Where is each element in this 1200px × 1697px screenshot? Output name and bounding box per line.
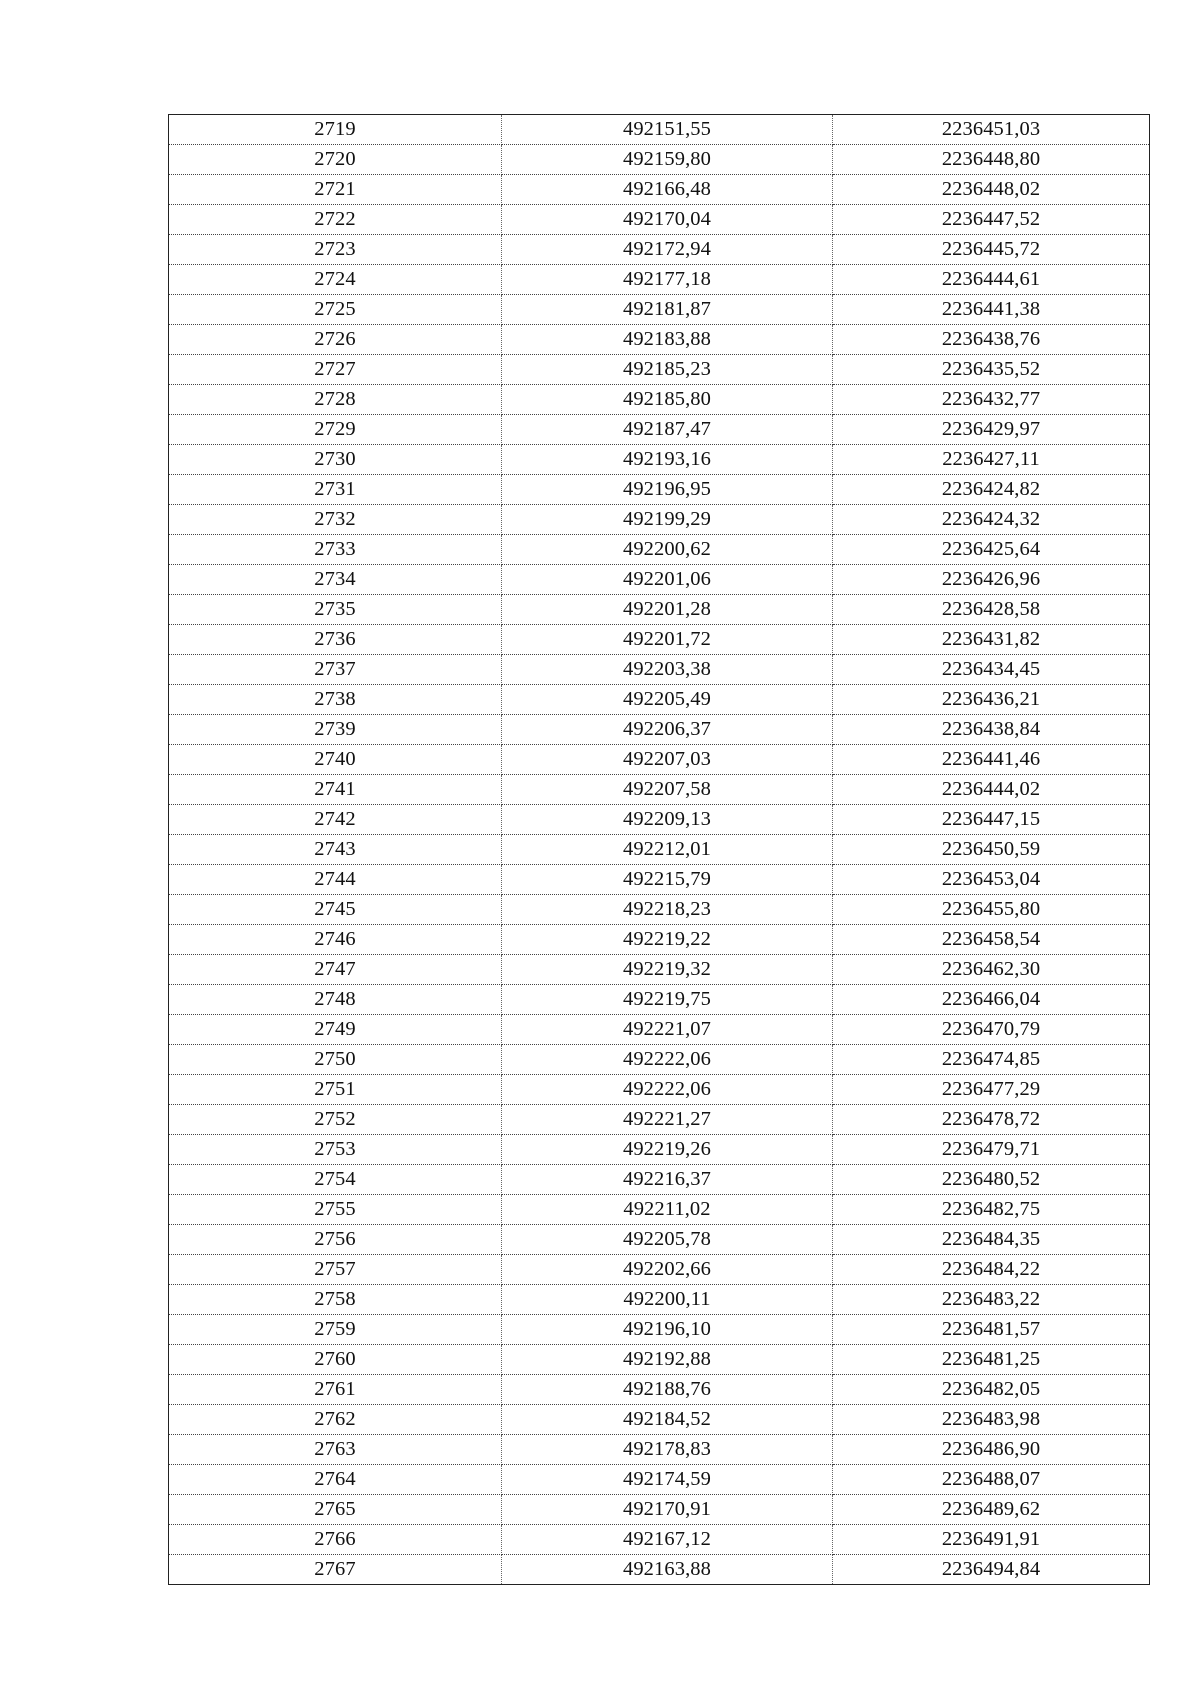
y-coordinate-cell: 2236470,79: [833, 1015, 1150, 1045]
table-row: [169, 865, 1150, 895]
point-number-cell: 2763: [169, 1435, 502, 1465]
y-coordinate-cell: 2236438,84: [833, 715, 1150, 745]
y-coordinate-cell: 2236478,72: [833, 1105, 1150, 1135]
table-row: [169, 895, 1150, 925]
point-number-cell: 2750: [169, 1045, 502, 1075]
y-coordinate-cell: 2236453,04: [833, 865, 1150, 895]
table-row: [169, 835, 1150, 865]
point-number-cell: 2722: [169, 205, 502, 235]
point-number-cell: 2759: [169, 1315, 502, 1345]
y-coordinate-cell: 2236479,71: [833, 1135, 1150, 1165]
y-coordinate-cell: 2236429,97: [833, 415, 1150, 445]
table-row: [169, 1045, 1150, 1075]
table-row: [169, 1555, 1150, 1585]
table-row: [169, 1255, 1150, 1285]
y-coordinate-cell: 2236484,22: [833, 1255, 1150, 1285]
table-row: [169, 1345, 1150, 1375]
table-row: [169, 505, 1150, 535]
table-row: [169, 445, 1150, 475]
table-row: [169, 1225, 1150, 1255]
point-number-cell: 2721: [169, 175, 502, 205]
x-coordinate-cell: 492185,23: [502, 355, 833, 385]
x-coordinate-cell: 492172,94: [502, 235, 833, 265]
y-coordinate-cell: 2236482,75: [833, 1195, 1150, 1225]
point-number-cell: 2732: [169, 505, 502, 535]
point-number-cell: 2737: [169, 655, 502, 685]
y-coordinate-cell: 2236455,80: [833, 895, 1150, 925]
point-number-cell: 2762: [169, 1405, 502, 1435]
y-coordinate-cell: 2236424,32: [833, 505, 1150, 535]
y-coordinate-cell: 2236481,57: [833, 1315, 1150, 1345]
table-row: [169, 1405, 1150, 1435]
y-coordinate-cell: 2236483,22: [833, 1285, 1150, 1315]
point-number-cell: 2725: [169, 295, 502, 325]
point-number-cell: 2749: [169, 1015, 502, 1045]
y-coordinate-cell: 2236482,05: [833, 1375, 1150, 1405]
x-coordinate-cell: 492200,62: [502, 535, 833, 565]
point-number-cell: 2736: [169, 625, 502, 655]
point-number-cell: 2738: [169, 685, 502, 715]
x-coordinate-cell: 492181,87: [502, 295, 833, 325]
table-row: [169, 985, 1150, 1015]
table-row: [169, 1465, 1150, 1495]
y-coordinate-cell: 2236426,96: [833, 565, 1150, 595]
y-coordinate-cell: 2236427,11: [833, 445, 1150, 475]
point-number-cell: 2731: [169, 475, 502, 505]
table-row: [169, 385, 1150, 415]
table-row: [169, 955, 1150, 985]
table-row: [169, 1315, 1150, 1345]
x-coordinate-cell: 492163,88: [502, 1555, 833, 1585]
table-row: [169, 715, 1150, 745]
table-row: [169, 625, 1150, 655]
point-number-cell: 2741: [169, 775, 502, 805]
table-row: [169, 295, 1150, 325]
y-coordinate-cell: 2236441,46: [833, 745, 1150, 775]
point-number-cell: 2753: [169, 1135, 502, 1165]
point-number-cell: 2766: [169, 1525, 502, 1555]
point-number-cell: 2726: [169, 325, 502, 355]
x-coordinate-cell: 492174,59: [502, 1465, 833, 1495]
y-coordinate-cell: 2236434,45: [833, 655, 1150, 685]
point-number-cell: 2735: [169, 595, 502, 625]
table-row: [169, 565, 1150, 595]
table-row: [169, 1015, 1150, 1045]
x-coordinate-cell: 492219,32: [502, 955, 833, 985]
y-coordinate-cell: 2236483,98: [833, 1405, 1150, 1435]
y-coordinate-cell: 2236438,76: [833, 325, 1150, 355]
table-row: [169, 745, 1150, 775]
point-number-cell: 2747: [169, 955, 502, 985]
x-coordinate-cell: 492205,78: [502, 1225, 833, 1255]
table-row: [169, 235, 1150, 265]
table-row: [169, 415, 1150, 445]
x-coordinate-cell: 492207,03: [502, 745, 833, 775]
table-row: [169, 475, 1150, 505]
x-coordinate-cell: 492196,10: [502, 1315, 833, 1345]
table-row: [169, 1135, 1150, 1165]
point-number-cell: 2734: [169, 565, 502, 595]
table-row: [169, 1195, 1150, 1225]
table-row: [169, 1525, 1150, 1555]
y-coordinate-cell: 2236462,30: [833, 955, 1150, 985]
x-coordinate-cell: 492200,11: [502, 1285, 833, 1315]
table-row: [169, 1375, 1150, 1405]
y-coordinate-cell: 2236447,52: [833, 205, 1150, 235]
x-coordinate-cell: 492199,29: [502, 505, 833, 535]
y-coordinate-cell: 2236425,64: [833, 535, 1150, 565]
x-coordinate-cell: 492215,79: [502, 865, 833, 895]
x-coordinate-cell: 492221,27: [502, 1105, 833, 1135]
x-coordinate-cell: 492219,22: [502, 925, 833, 955]
x-coordinate-cell: 492192,88: [502, 1345, 833, 1375]
point-number-cell: 2751: [169, 1075, 502, 1105]
table-row: [169, 1075, 1150, 1105]
point-number-cell: 2752: [169, 1105, 502, 1135]
point-number-cell: 2724: [169, 265, 502, 295]
point-number-cell: 2728: [169, 385, 502, 415]
y-coordinate-cell: 2236432,77: [833, 385, 1150, 415]
x-coordinate-cell: 492187,47: [502, 415, 833, 445]
x-coordinate-cell: 492177,18: [502, 265, 833, 295]
x-coordinate-cell: 492184,52: [502, 1405, 833, 1435]
x-coordinate-cell: 492205,49: [502, 685, 833, 715]
x-coordinate-cell: 492202,66: [502, 1255, 833, 1285]
x-coordinate-cell: 492212,01: [502, 835, 833, 865]
x-coordinate-cell: 492196,95: [502, 475, 833, 505]
point-number-cell: 2767: [169, 1555, 502, 1585]
point-number-cell: 2742: [169, 805, 502, 835]
x-coordinate-cell: 492166,48: [502, 175, 833, 205]
x-coordinate-cell: 492170,04: [502, 205, 833, 235]
x-coordinate-cell: 492178,83: [502, 1435, 833, 1465]
point-number-cell: 2745: [169, 895, 502, 925]
point-number-cell: 2757: [169, 1255, 502, 1285]
point-number-cell: 2761: [169, 1375, 502, 1405]
table-row: [169, 175, 1150, 205]
point-number-cell: 2729: [169, 415, 502, 445]
point-number-cell: 2723: [169, 235, 502, 265]
point-number-cell: 2754: [169, 1165, 502, 1195]
x-coordinate-cell: 492201,28: [502, 595, 833, 625]
y-coordinate-cell: 2236491,91: [833, 1525, 1150, 1555]
x-coordinate-cell: 492207,58: [502, 775, 833, 805]
coordinate-table-body: [169, 115, 1150, 1585]
point-number-cell: 2719: [169, 115, 502, 145]
table-row: [169, 1105, 1150, 1135]
table-row: [169, 805, 1150, 835]
y-coordinate-cell: 2236444,61: [833, 265, 1150, 295]
x-coordinate-cell: 492201,72: [502, 625, 833, 655]
y-coordinate-cell: 2236428,58: [833, 595, 1150, 625]
point-number-cell: 2720: [169, 145, 502, 175]
table-row: [169, 925, 1150, 955]
x-coordinate-cell: 492222,06: [502, 1045, 833, 1075]
y-coordinate-cell: 2236448,80: [833, 145, 1150, 175]
y-coordinate-cell: 2236447,15: [833, 805, 1150, 835]
x-coordinate-cell: 492219,26: [502, 1135, 833, 1165]
table-row: [169, 145, 1150, 175]
table-row: [169, 355, 1150, 385]
y-coordinate-cell: 2236474,85: [833, 1045, 1150, 1075]
y-coordinate-cell: 2236424,82: [833, 475, 1150, 505]
x-coordinate-cell: 492219,75: [502, 985, 833, 1015]
coordinate-table: [168, 114, 1150, 1585]
point-number-cell: 2727: [169, 355, 502, 385]
table-row: [169, 655, 1150, 685]
point-number-cell: 2730: [169, 445, 502, 475]
point-number-cell: 2733: [169, 535, 502, 565]
x-coordinate-cell: 492222,06: [502, 1075, 833, 1105]
point-number-cell: 2748: [169, 985, 502, 1015]
x-coordinate-cell: 492170,91: [502, 1495, 833, 1525]
y-coordinate-cell: 2236458,54: [833, 925, 1150, 955]
point-number-cell: 2755: [169, 1195, 502, 1225]
y-coordinate-cell: 2236435,52: [833, 355, 1150, 385]
x-coordinate-cell: 492221,07: [502, 1015, 833, 1045]
y-coordinate-cell: 2236477,29: [833, 1075, 1150, 1105]
x-coordinate-cell: 492159,80: [502, 145, 833, 175]
y-coordinate-cell: 2236445,72: [833, 235, 1150, 265]
y-coordinate-cell: 2236480,52: [833, 1165, 1150, 1195]
point-number-cell: 2740: [169, 745, 502, 775]
y-coordinate-cell: 2236488,07: [833, 1465, 1150, 1495]
x-coordinate-cell: 492167,12: [502, 1525, 833, 1555]
x-coordinate-cell: 492206,37: [502, 715, 833, 745]
y-coordinate-cell: 2236431,82: [833, 625, 1150, 655]
table-row: [169, 325, 1150, 355]
y-coordinate-cell: 2236441,38: [833, 295, 1150, 325]
y-coordinate-cell: 2236466,04: [833, 985, 1150, 1015]
y-coordinate-cell: 2236436,21: [833, 685, 1150, 715]
table-row: [169, 265, 1150, 295]
table-row: [169, 595, 1150, 625]
table-row: [169, 535, 1150, 565]
x-coordinate-cell: 492201,06: [502, 565, 833, 595]
table-row: [169, 775, 1150, 805]
x-coordinate-cell: 492209,13: [502, 805, 833, 835]
table-row: [169, 1495, 1150, 1525]
point-number-cell: 2744: [169, 865, 502, 895]
y-coordinate-cell: 2236451,03: [833, 115, 1150, 145]
point-number-cell: 2756: [169, 1225, 502, 1255]
table-row: [169, 115, 1150, 145]
point-number-cell: 2764: [169, 1465, 502, 1495]
x-coordinate-cell: 492185,80: [502, 385, 833, 415]
point-number-cell: 2765: [169, 1495, 502, 1525]
x-coordinate-cell: 492193,16: [502, 445, 833, 475]
table-row: [169, 685, 1150, 715]
y-coordinate-cell: 2236450,59: [833, 835, 1150, 865]
x-coordinate-cell: 492211,02: [502, 1195, 833, 1225]
y-coordinate-cell: 2236444,02: [833, 775, 1150, 805]
table-row: [169, 1165, 1150, 1195]
x-coordinate-cell: 492203,38: [502, 655, 833, 685]
point-number-cell: 2743: [169, 835, 502, 865]
x-coordinate-cell: 492218,23: [502, 895, 833, 925]
x-coordinate-cell: 492183,88: [502, 325, 833, 355]
y-coordinate-cell: 2236448,02: [833, 175, 1150, 205]
x-coordinate-cell: 492188,76: [502, 1375, 833, 1405]
point-number-cell: 2746: [169, 925, 502, 955]
y-coordinate-cell: 2236486,90: [833, 1435, 1150, 1465]
point-number-cell: 2739: [169, 715, 502, 745]
y-coordinate-cell: 2236481,25: [833, 1345, 1150, 1375]
y-coordinate-cell: 2236489,62: [833, 1495, 1150, 1525]
y-coordinate-cell: 2236484,35: [833, 1225, 1150, 1255]
point-number-cell: 2758: [169, 1285, 502, 1315]
point-number-cell: 2760: [169, 1345, 502, 1375]
x-coordinate-cell: 492216,37: [502, 1165, 833, 1195]
y-coordinate-cell: 2236494,84: [833, 1555, 1150, 1585]
table-row: [169, 1435, 1150, 1465]
table-row: [169, 1285, 1150, 1315]
table-row: [169, 205, 1150, 235]
x-coordinate-cell: 492151,55: [502, 115, 833, 145]
